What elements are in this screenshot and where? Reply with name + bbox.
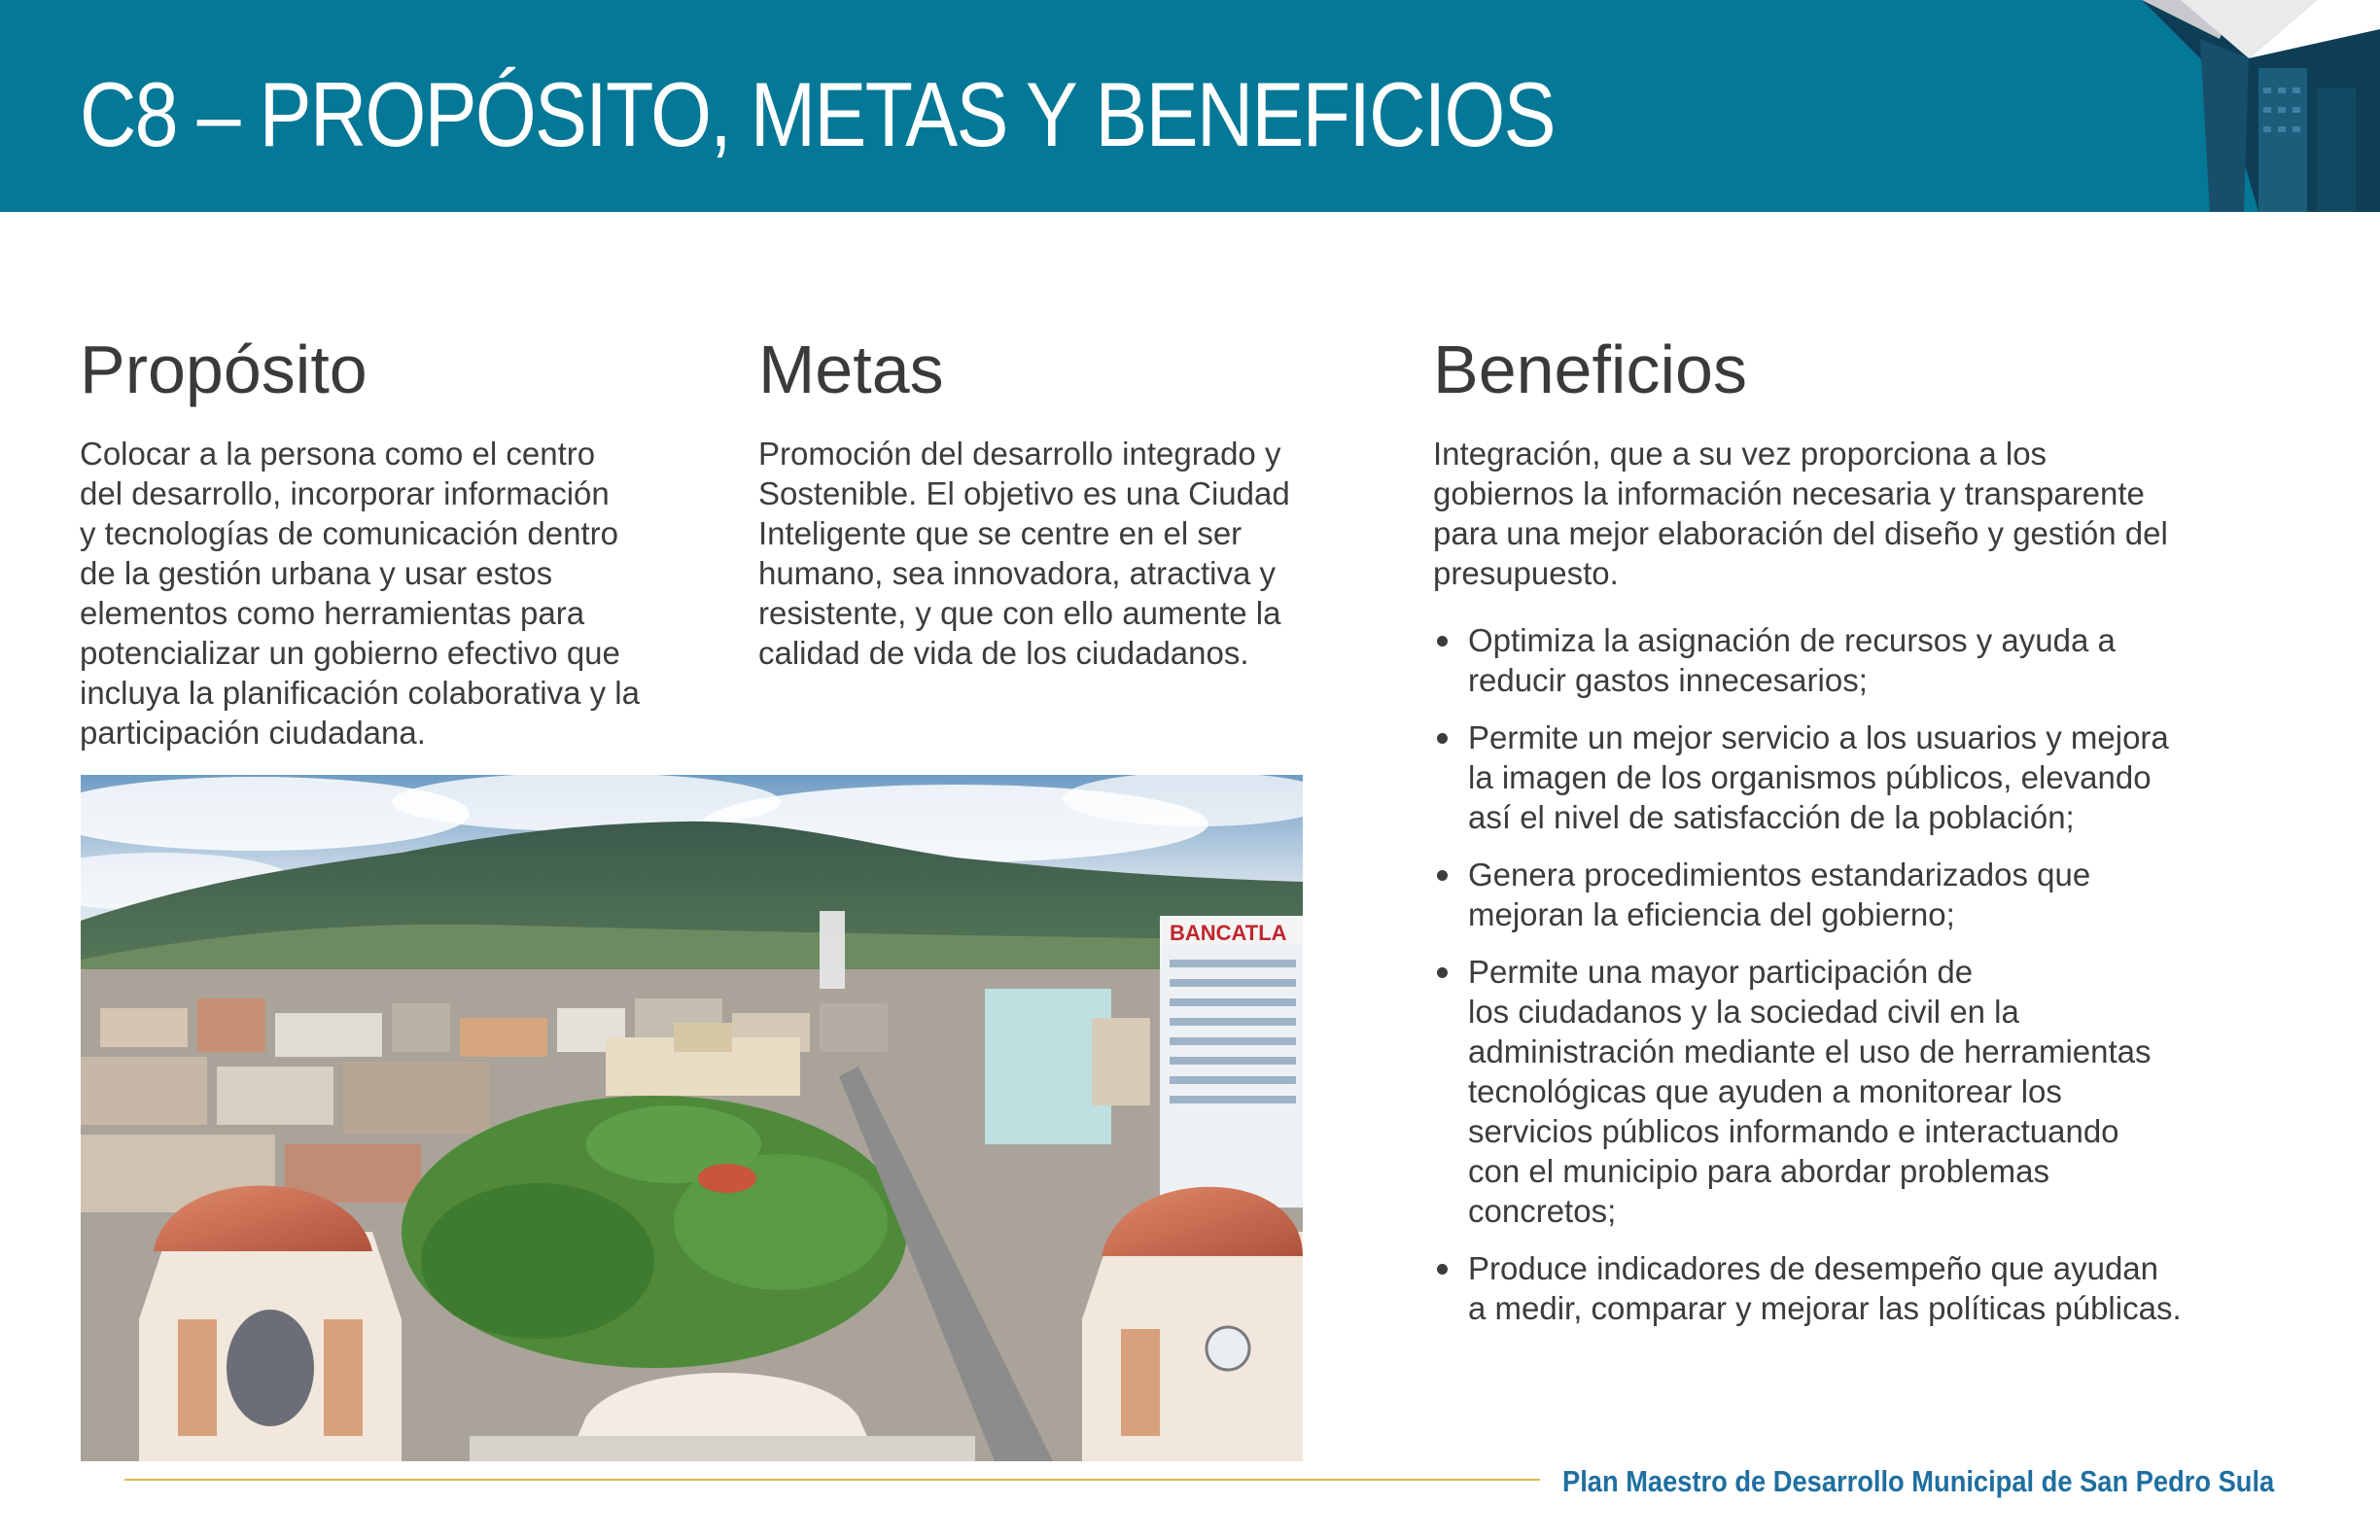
metas-text (758, 434, 1342, 673)
text-line: Colocar a la persona como el centro (80, 436, 596, 472)
beneficios-list (1433, 620, 2230, 1328)
bullet-icon (1437, 733, 1448, 744)
text-line: con el municipio para abordar problemas (1468, 1153, 2049, 1189)
list-item (1433, 718, 2230, 837)
bullet-icon (1437, 967, 1448, 978)
text-line: a medir, comparar y mejorar las políticas públicas. (1468, 1290, 2182, 1326)
proposito-section (80, 321, 702, 752)
list-item (1433, 855, 2230, 934)
text-line: Optimiza la asignación de recursos y ayuda a (1468, 622, 2116, 658)
text-line: Sostenible. El objetivo es una Ciudad (758, 475, 1290, 511)
footer-title: Plan Maestro de Desarrollo Municipal de San Pedro Sula (1562, 1464, 2275, 1498)
text-line: Produce indicadores de desempeño que ayudan (1468, 1250, 2159, 1286)
text-line: así el nivel de satisfacción de la población; (1468, 799, 2075, 835)
beneficios-heading: Beneficios (1433, 332, 1747, 407)
text-line: los ciudadanos y la sociedad civil en la (1468, 994, 2019, 1030)
metas-heading: Metas (758, 332, 944, 407)
text-line: y tecnologías de comunicación dentro (80, 515, 619, 551)
text-line: la imagen de los organismos públicos, elevando (1468, 759, 2152, 795)
text-line: de la gestión urbana y usar estos (80, 555, 553, 591)
text-line: Permite una mayor participación de (1468, 954, 1974, 990)
proposito-text (80, 434, 702, 752)
text-line: del desarrollo, incorporar información (80, 475, 610, 511)
list-item (1433, 1248, 2230, 1328)
footer-divider (124, 1479, 1540, 1481)
text-line: calidad de vida de los ciudadanos. (758, 635, 1249, 671)
text-line: Genera procedimientos estandarizados que (1468, 857, 2091, 892)
corner-decoration (2142, 0, 2380, 212)
text-line: incluya la planificación colaborativa y la (80, 675, 640, 711)
bullet-icon (1437, 870, 1448, 881)
header-banner (0, 0, 2380, 212)
text-line: reducir gastos innecesarios; (1468, 662, 1868, 698)
page-title: C8 – PROPÓSITO, METAS Y BENEFICIOS (80, 63, 1555, 165)
text-line: Inteligente que se centre en el ser (758, 515, 1242, 551)
text-line: Promoción del desarrollo integrado y (758, 436, 1281, 472)
text-line: para una mejor elaboración del diseño y gestión del (1433, 515, 2168, 551)
text-line: Integración, que a su vez proporciona a los (1433, 436, 2048, 472)
text-line: concretos; (1468, 1193, 1617, 1229)
bullet-icon (1437, 1264, 1448, 1275)
text-line: presupuesto. (1433, 555, 1619, 591)
city-photo-illustration (81, 775, 1303, 1461)
text-line: resistente, y que con ello aumente la (758, 595, 1281, 631)
text-line: servicios públicos informando e interactuando (1468, 1113, 2119, 1149)
bullet-icon (1437, 636, 1448, 647)
metas-section (758, 321, 1342, 673)
text-line: potencializar un gobierno efectivo que (80, 635, 620, 671)
text-line: participación ciudadana. (80, 715, 426, 751)
text-line: mejoran la eficiencia del gobierno; (1468, 896, 1955, 932)
text-line: administración mediante el uso de herramientas (1468, 1033, 2152, 1069)
proposito-heading: Propósito (80, 332, 368, 407)
text-line: tecnológicas que ayuden a monitorear los (1468, 1073, 2062, 1109)
text-line: elementos como herramientas para (80, 595, 585, 631)
beneficios-intro (1433, 434, 2230, 593)
list-item (1433, 952, 2230, 1231)
city-photo (81, 775, 1303, 1461)
text-line: Permite un mejor servicio a los usuarios y mejora (1468, 719, 2169, 755)
list-item (1433, 620, 2230, 700)
text-line: humano, sea innovadora, atractiva y (758, 555, 1276, 591)
text-line: gobiernos la información necesaria y transparente (1433, 475, 2145, 511)
beneficios-section (1433, 321, 2230, 1346)
building-sign: BANCATLA (1170, 921, 1287, 945)
